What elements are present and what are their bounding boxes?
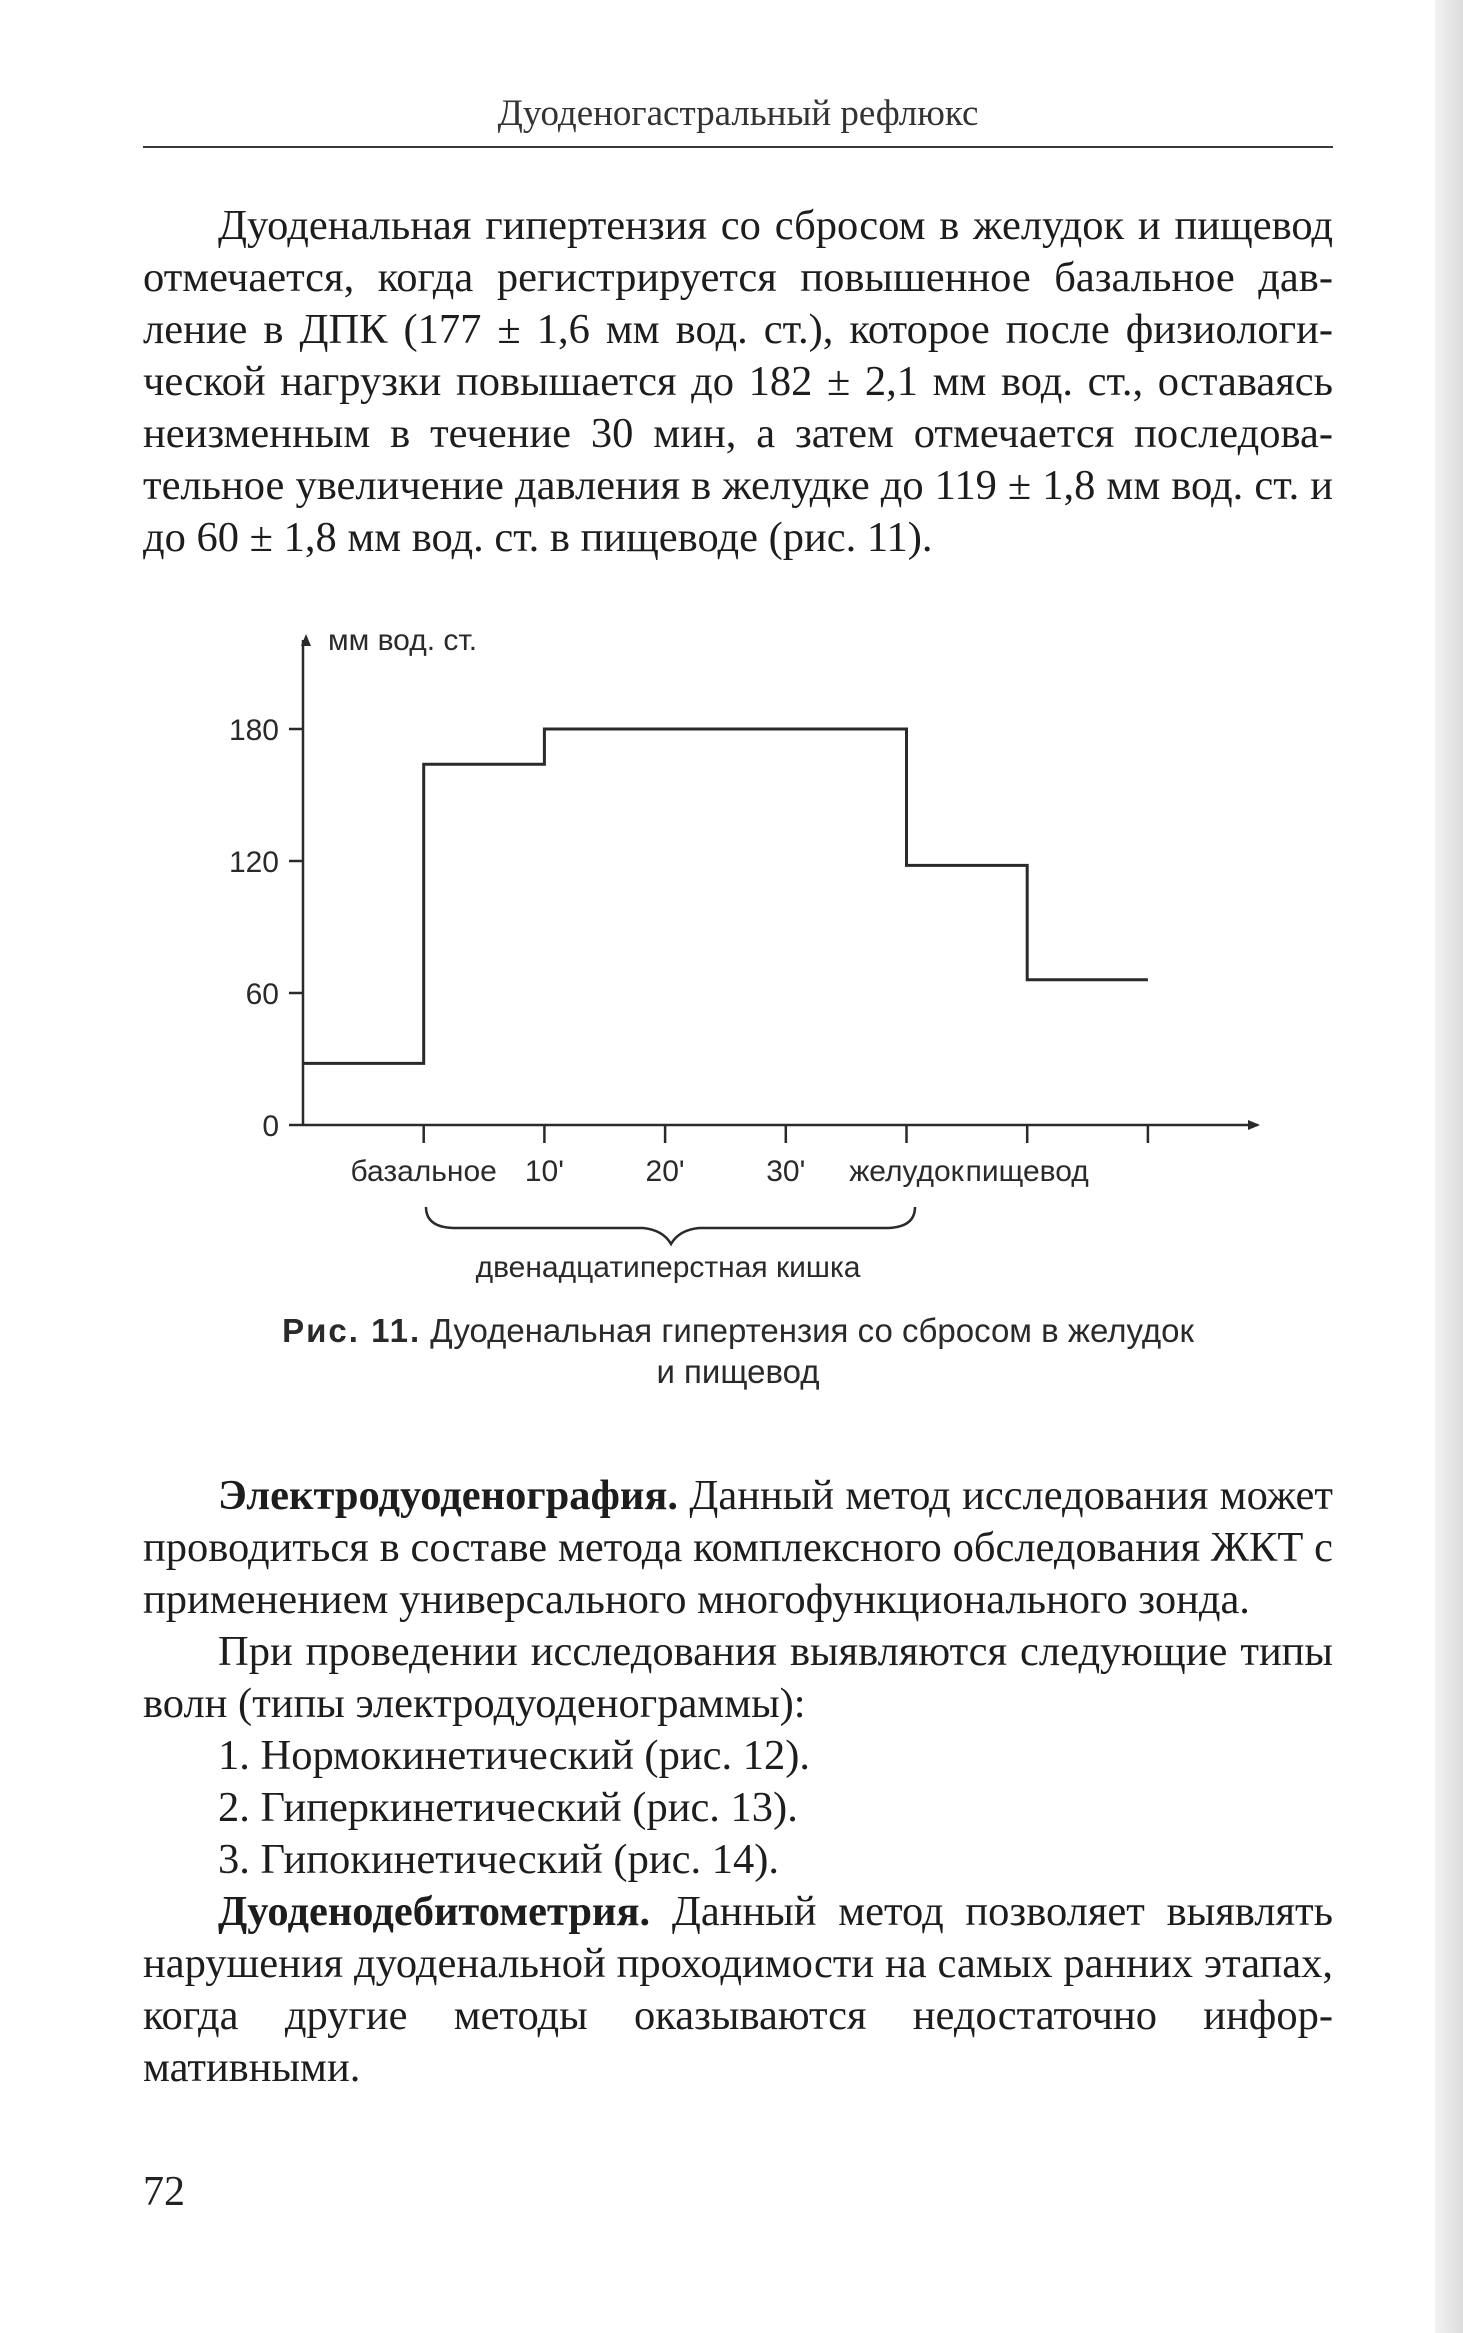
paragraph-electroduodenography — [143, 1470, 1333, 1626]
page-edge-shadow — [1435, 0, 1463, 2333]
list-item: 1. Нормокинетический (рис. 12). — [218, 1732, 810, 1779]
y-axis-label: мм вод. ст. — [328, 624, 478, 657]
x-tick-label: 20' — [645, 1155, 685, 1188]
y-tick-label: 180 — [228, 714, 279, 747]
paragraph-duodenodebitometry — [143, 1886, 1333, 2094]
y-tick-label: 0 — [262, 1110, 279, 1143]
brace-label: двенадцатиперстная кишка — [475, 1251, 861, 1284]
paragraph-4-text: Данный метод позволяет выявлять нарушения дуоденальной проходимости на самых ранних этапах, когда другие методы оказываются недостаточно информативными. — [143, 1888, 1333, 2091]
x-tick-label: 10' — [524, 1155, 564, 1188]
caption-label: Рис. 11. — [282, 1312, 422, 1349]
term-duodenodebitometry: Дуоденодебитометрия. — [218, 1888, 651, 1935]
term-electroduodenography: Электродуоденография. — [218, 1472, 679, 1519]
x-tick-label: желудок — [849, 1155, 964, 1188]
figure-caption — [143, 1310, 1333, 1392]
page-number: 72 — [143, 2169, 185, 2215]
list-item: 2. Гиперкинетический (рис. 13). — [218, 1784, 798, 1831]
running-header: Дуоденогастральный рефлюкс — [497, 93, 979, 134]
y-tick-label: 60 — [245, 978, 279, 1011]
paragraph-3: При проведении исследования выявляются следующие типы волн (типы электродуоденограммы): — [143, 1628, 1333, 1727]
brace — [426, 1207, 915, 1244]
pressure-step-line — [303, 729, 1148, 1063]
list-item: 3. Гипокинетический (рис. 14). — [218, 1836, 779, 1883]
section-2 — [143, 1470, 1333, 2094]
paragraph-2-text: Данный метод исследования может проводиться в составе метода комплексного обследования ЖКТ с применением универсального многофункционального зонда. — [143, 1472, 1333, 1623]
caption-text-line2: и пищевод — [656, 1353, 820, 1390]
caption-text: Дуоденальная гипертензия со сбросом в желудок — [430, 1312, 1194, 1349]
figure-11-chart — [143, 0, 1333, 1300]
x-tick-label: пищевод — [965, 1155, 1089, 1188]
x-tick-label: базальное — [350, 1155, 497, 1188]
paragraph-1: Дуоденальная гипертензия со сбросом в желудок и пищевод отмечается, когда регистрируется повышенное базальное давление в ДПК (177 ± 1,6 мм вод. ст.), которое после физиологической нагрузки повышается до 182 ± 2,1 мм вод. ст., оставаясь неизменным в течение 30 мин, а затем отмечается последовательное увеличение давления в желудке до 119 ± 1,8 мм вод. ст. и до 60 ± 1,8 мм вод. ст. в пищеводе (рис. 11). — [143, 202, 1333, 561]
y-tick-label: 120 — [228, 846, 279, 879]
x-tick-label: 30' — [766, 1155, 806, 1188]
